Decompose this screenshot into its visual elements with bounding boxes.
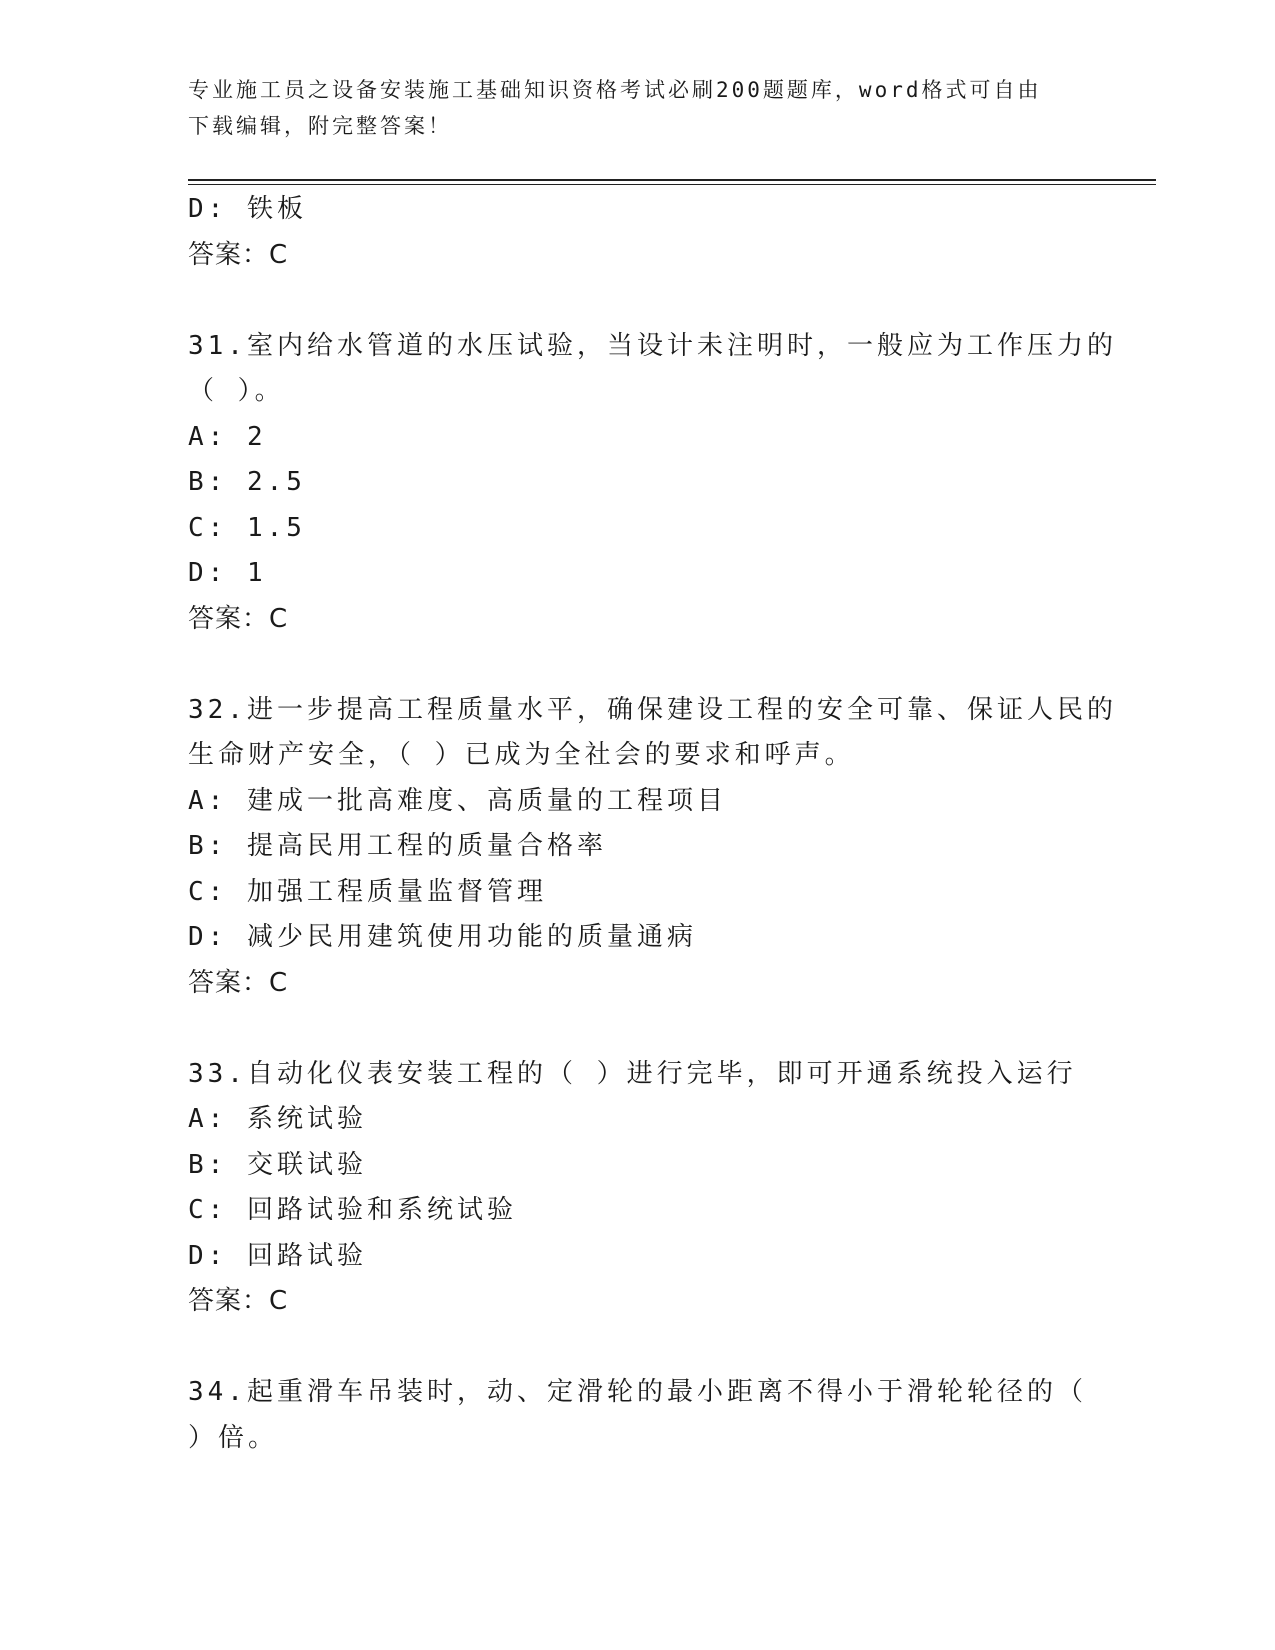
question-stem-cont: 生命财产安全，（ ）已成为全社会的要求和呼声。 <box>188 740 855 770</box>
option-d: D: 回路试验 <box>188 1240 367 1271</box>
option-c: C: 加强工程质量监督管理 <box>188 876 547 907</box>
option-d: D: 1 <box>188 558 267 588</box>
question-34 <box>188 1370 1088 1461</box>
option-a: A: 2 <box>188 421 267 452</box>
question-31 <box>188 324 1117 643</box>
header-rule-thick <box>188 179 1156 181</box>
question-content <box>188 187 1117 1461</box>
prev-answer: 答案：C <box>188 239 289 270</box>
document-header <box>188 72 1088 144</box>
question-stem: 31.室内给水管道的水压试验，当设计未注明时，一般应为工作压力的 <box>188 330 1117 361</box>
question-stem-cont: （ ）。 <box>188 376 285 406</box>
question-33 <box>188 1052 1088 1325</box>
answer: 答案：C <box>188 967 289 998</box>
header-line-2: 下载编辑，附完整答案！ <box>188 114 452 138</box>
option-b: B: 2.5 <box>188 467 306 497</box>
option-a: A: 系统试验 <box>188 1104 367 1134</box>
option-c: C: 回路试验和系统试验 <box>188 1195 517 1225</box>
question-stem: 34.起重滑车吊装时，动、定滑轮的最小距离不得小于滑轮轮径的（ <box>188 1377 1087 1407</box>
question-stem-cont: ）倍。 <box>188 1422 279 1453</box>
header-rule-thin <box>188 184 1156 185</box>
question-stem: 32.进一步提高工程质量水平，确保建设工程的安全可靠、保证人民的 <box>188 694 1117 725</box>
question-stem: 33.自动化仪表安装工程的（ ）进行完毕，即可开通系统投入运行 <box>188 1058 1077 1089</box>
option-d: D: 减少民用建筑使用功能的质量通病 <box>188 922 697 952</box>
answer: 答案：C <box>188 603 289 634</box>
header-line-1: 专业施工员之设备安装施工基础知识资格考试必刷200题题库，word格式可自由 <box>188 78 1042 102</box>
option-b: B: 交联试验 <box>188 1149 367 1180</box>
question-32 <box>188 688 1117 1007</box>
option-b: B: 提高民用工程的质量合格率 <box>188 831 607 861</box>
answer: 答案：C <box>188 1286 289 1316</box>
option-c: C: 1.5 <box>188 512 306 543</box>
option-a: A: 建成一批高难度、高质量的工程项目 <box>188 785 727 816</box>
prev-option-d: D: 铁板 <box>188 194 307 224</box>
